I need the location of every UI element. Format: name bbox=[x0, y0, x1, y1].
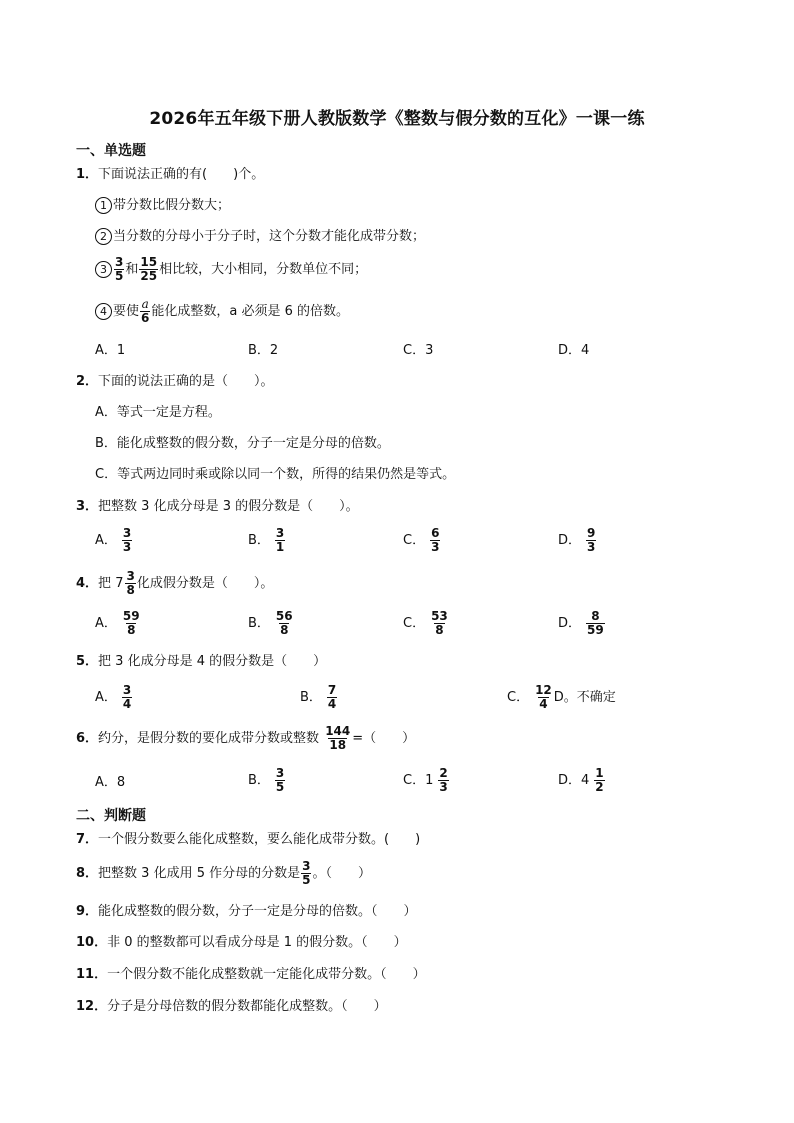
option-a[interactable]: A． $\frac{59}{8}$ bbox=[95, 609, 140, 637]
question-4 bbox=[76, 570, 273, 597]
fraction: $\frac{a}{6}$ bbox=[141, 297, 150, 325]
section-single-choice: 一、单选题 bbox=[76, 143, 146, 159]
question-text: 把 3 化成分母是 4 的假分数是（ ） bbox=[98, 654, 327, 669]
statement-text: 能化成整数，a 必须是 6 的倍数。 bbox=[151, 303, 350, 319]
fraction: $\frac{6}{3}$ bbox=[431, 526, 440, 554]
fraction: $\frac{7}{4}$ bbox=[327, 683, 337, 711]
option-c[interactable]: C． $\frac{53}{8}$ bbox=[403, 609, 448, 637]
question-number: 12． bbox=[76, 999, 108, 1014]
option-c[interactable]: C．3 bbox=[403, 343, 434, 358]
statement-4 bbox=[95, 298, 349, 325]
option-d[interactable]: D． $\frac{9}{3}$ bbox=[558, 526, 596, 554]
question-1 bbox=[76, 165, 264, 185]
statement-text: 当分数的分母小于分子时，这个分数才能化成带分数； bbox=[113, 229, 426, 244]
option-a[interactable]: A．8 bbox=[95, 775, 126, 790]
question-number: 8． bbox=[76, 865, 99, 881]
question-number: 4． bbox=[76, 575, 99, 591]
question-number: 9． bbox=[76, 904, 99, 919]
fraction: $\frac{8}{59}$ bbox=[587, 609, 604, 637]
option-a[interactable]: A． $\frac{3}{3}$ bbox=[95, 526, 132, 554]
fraction: $\frac{1}{2}$ bbox=[595, 766, 604, 794]
fraction: $\frac{144}{18}$ bbox=[325, 724, 351, 752]
question-text: 下面的说法正确的是（ ）。 bbox=[98, 374, 274, 389]
statement-2 bbox=[95, 227, 425, 247]
question-text: 分子是分母倍数的假分数都能化成整数。（ ） bbox=[107, 999, 387, 1014]
statement-text: 带分数比假分数大； bbox=[113, 198, 231, 213]
option-a[interactable]: A． $\frac{3}{4}$ bbox=[95, 683, 132, 711]
circled-number: 4 bbox=[95, 303, 112, 320]
mixed-whole: 7 bbox=[115, 575, 124, 591]
question-text: 非 0 的整数都可以看成分母是 1 的假分数。（ ） bbox=[107, 935, 407, 950]
question-number: 11． bbox=[76, 967, 108, 982]
option-c[interactable]: C．等式两边同时乘或除以同一个数，所得的结果仍然是等式。 bbox=[95, 467, 456, 482]
question-11 bbox=[76, 965, 426, 985]
fraction: $\frac{3}{4}$ bbox=[122, 683, 132, 711]
fraction: $\frac{59}{8}$ bbox=[122, 609, 140, 637]
fraction: $\frac{3}{5}$ bbox=[115, 255, 124, 283]
option-d[interactable]: D． $\frac{8}{59}$ bbox=[558, 609, 604, 637]
fraction: $\frac{3}{5}$ bbox=[275, 766, 285, 794]
question-text: 一个假分数不能化成整数就一定能化成带分数。（ ） bbox=[107, 967, 426, 982]
fraction: $\frac{3}{5}$ bbox=[302, 859, 311, 887]
question-7 bbox=[76, 830, 420, 850]
fraction: $\frac{9}{3}$ bbox=[587, 526, 596, 554]
question-3 bbox=[76, 497, 359, 517]
question-text: 把整数 3 化成分母是 3 的假分数是（ ）。 bbox=[98, 499, 359, 514]
fraction: $\frac{56}{8}$ bbox=[275, 609, 293, 637]
question-number: 3． bbox=[76, 499, 99, 514]
question-number: 5． bbox=[76, 654, 99, 669]
option-c[interactable]: C．1 $\frac{2}{3}$ bbox=[403, 766, 448, 794]
page-title: 2026年五年级下册人教版数学《整数与假分数的互化》一课一练 bbox=[149, 109, 645, 129]
option-d[interactable]: D．4 $\frac{1}{2}$ bbox=[558, 766, 604, 794]
statement-text: 相比较，大小相同，分数单位不同； bbox=[159, 261, 368, 277]
option-a[interactable]: A．1 bbox=[95, 343, 126, 358]
statement-3 bbox=[95, 256, 367, 283]
option-d[interactable]: D．4 bbox=[558, 343, 590, 358]
option-b[interactable]: B． $\frac{3}{5}$ bbox=[248, 766, 285, 794]
option-b[interactable]: B． $\frac{7}{4}$ bbox=[300, 683, 337, 711]
question-number: 6． bbox=[76, 730, 99, 746]
fraction: $\frac{15}{25}$ bbox=[140, 255, 158, 283]
option-c[interactable]: C． $\frac{6}{3}$ bbox=[403, 526, 440, 554]
question-8 bbox=[76, 860, 371, 887]
question-number: 2． bbox=[76, 374, 99, 389]
question-5 bbox=[76, 652, 326, 672]
fraction: $\frac{53}{8}$ bbox=[431, 609, 448, 637]
question-text: 下面说法正确的有( )个。 bbox=[98, 167, 265, 182]
question-number: 7． bbox=[76, 832, 99, 847]
option-b[interactable]: B． $\frac{56}{8}$ bbox=[248, 609, 293, 637]
option-b[interactable]: B． $\frac{3}{1}$ bbox=[248, 526, 285, 554]
question-text: 能化成整数的假分数，分子一定是分母的倍数。（ ） bbox=[98, 904, 417, 919]
statement-1 bbox=[95, 196, 230, 216]
question-text: 。（ ） bbox=[312, 865, 371, 881]
question-12 bbox=[76, 997, 387, 1017]
circled-number: 3 bbox=[95, 261, 112, 278]
statement-text: 和 bbox=[125, 261, 139, 277]
option-a[interactable]: A．等式一定是方程。 bbox=[95, 405, 221, 420]
question-text: 把整数 3 化成用 5 作分母的分数是 bbox=[98, 865, 301, 881]
circled-number: 2 bbox=[95, 228, 112, 245]
question-text: 约分，是假分数的要化成带分数或整数 bbox=[98, 730, 320, 746]
question-6 bbox=[76, 725, 415, 752]
option-b[interactable]: B．能化成整数的假分数，分子一定是分母的倍数。 bbox=[95, 436, 390, 451]
question-number: 10． bbox=[76, 935, 108, 950]
section-true-false: 二、判断题 bbox=[76, 808, 146, 824]
option-c[interactable]: C． $\frac{12}{4}$ D。不确定 bbox=[507, 683, 616, 711]
fraction: $\frac{3}{8}$ bbox=[126, 569, 135, 597]
question-text: =（ ） bbox=[352, 730, 416, 746]
question-text: 化成假分数是（ ）。 bbox=[136, 575, 274, 591]
circled-number: 1 bbox=[95, 197, 112, 214]
statement-text: 要使 bbox=[113, 303, 140, 319]
option-b[interactable]: B．2 bbox=[248, 343, 279, 358]
fraction: $\frac{2}{3}$ bbox=[439, 766, 448, 794]
question-10 bbox=[76, 933, 407, 953]
question-text: 一个假分数要么能化成整数，要么能化成带分数。( ) bbox=[98, 832, 421, 847]
question-2 bbox=[76, 372, 274, 392]
question-text: 把 bbox=[98, 575, 112, 591]
question-number: 1． bbox=[76, 167, 99, 182]
question-9 bbox=[76, 902, 417, 922]
fraction: $\frac{3}{3}$ bbox=[122, 526, 132, 554]
option-d[interactable]: D。不确定 bbox=[553, 689, 616, 705]
fraction: $\frac{12}{4}$ bbox=[535, 683, 552, 711]
fraction: $\frac{3}{1}$ bbox=[275, 526, 285, 554]
